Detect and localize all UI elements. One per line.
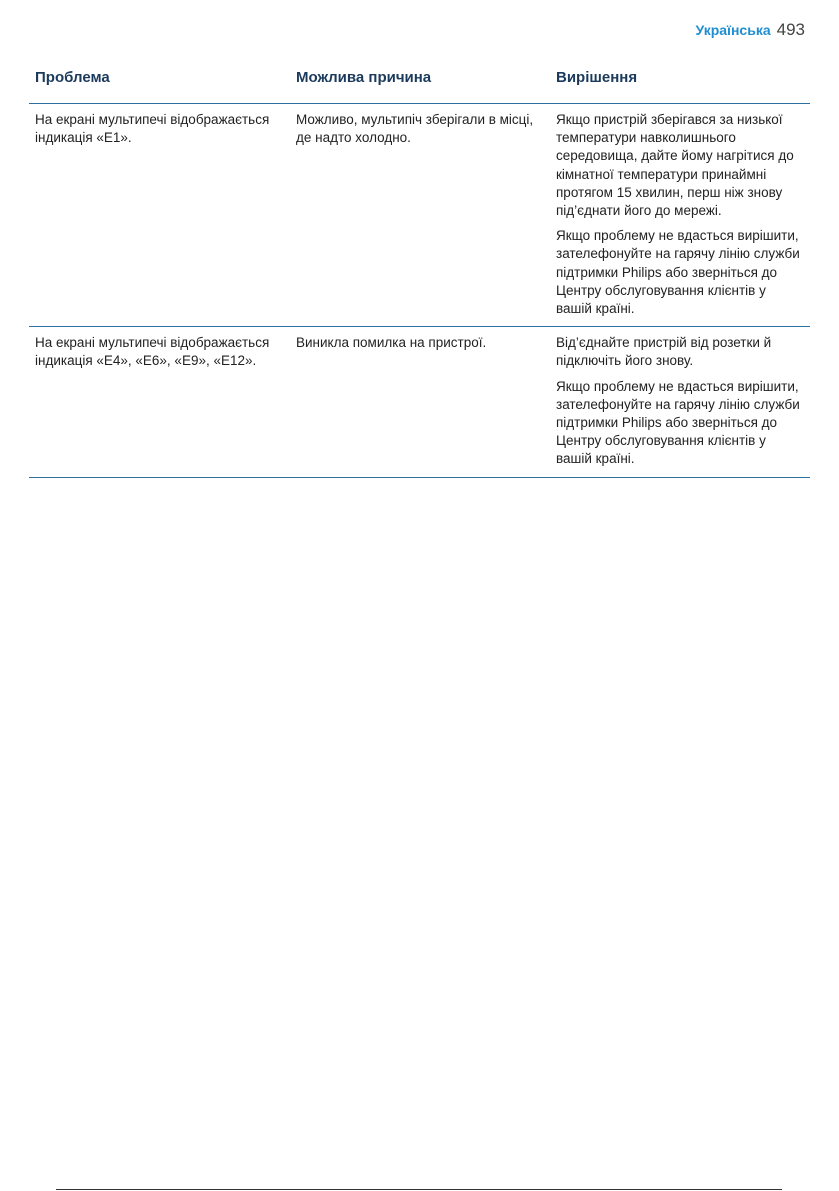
column-header-solution: Вирішення bbox=[556, 69, 638, 86]
cause-text: Виникла помилка на пристрої. bbox=[296, 335, 487, 351]
solution-paragraph: Якщо проблему не вдасться вирішити, зателефонуйте на гарячу лінію служби підтримки Philips або зверніться до Центру обслуговування клієнтів у вашій країні. bbox=[556, 228, 800, 317]
footer-divider bbox=[56, 1189, 782, 1190]
cause-cell bbox=[290, 334, 550, 468]
language-label: Українська bbox=[695, 22, 771, 38]
table-row bbox=[29, 104, 810, 327]
solution-paragraph: Від’єднайте пристрій від розетки й підключіть його знову. bbox=[556, 335, 772, 369]
solution-paragraph: Якщо пристрій зберігався за низької температури навколишнього середовища, дайте йому нагрітися до кімнатної температури принаймні протягом 15 хвилин, перш ніж знову під’єднати його до мережі. bbox=[556, 112, 794, 219]
page-header bbox=[696, 20, 805, 40]
column-header-problem: Проблема bbox=[35, 69, 110, 86]
problem-cell bbox=[29, 334, 290, 468]
solution-paragraph: Якщо проблему не вдасться вирішити, зателефонуйте на гарячу лінію служби підтримки Philips або зверніться до Центру обслуговування клієнтів у вашій країні. bbox=[556, 378, 800, 467]
table-header-row bbox=[29, 66, 810, 104]
solution-cell bbox=[550, 334, 810, 468]
cause-cell bbox=[290, 111, 550, 318]
table-row bbox=[29, 327, 810, 477]
cause-text: Можливо, мультипіч зберігали в місці, де надто холодно. bbox=[296, 112, 534, 146]
solution-cell bbox=[550, 111, 810, 318]
column-header-cause: Можлива причина bbox=[296, 69, 432, 86]
problem-cell bbox=[29, 111, 290, 318]
problem-text: На екрані мультипечі відображається індикація «E4», «E6», «E9», «E12». bbox=[35, 335, 270, 369]
troubleshooting-table bbox=[29, 66, 810, 478]
problem-text: На екрані мультипечі відображається індикація «E1». bbox=[35, 112, 270, 146]
page-number: 493 bbox=[776, 20, 805, 39]
